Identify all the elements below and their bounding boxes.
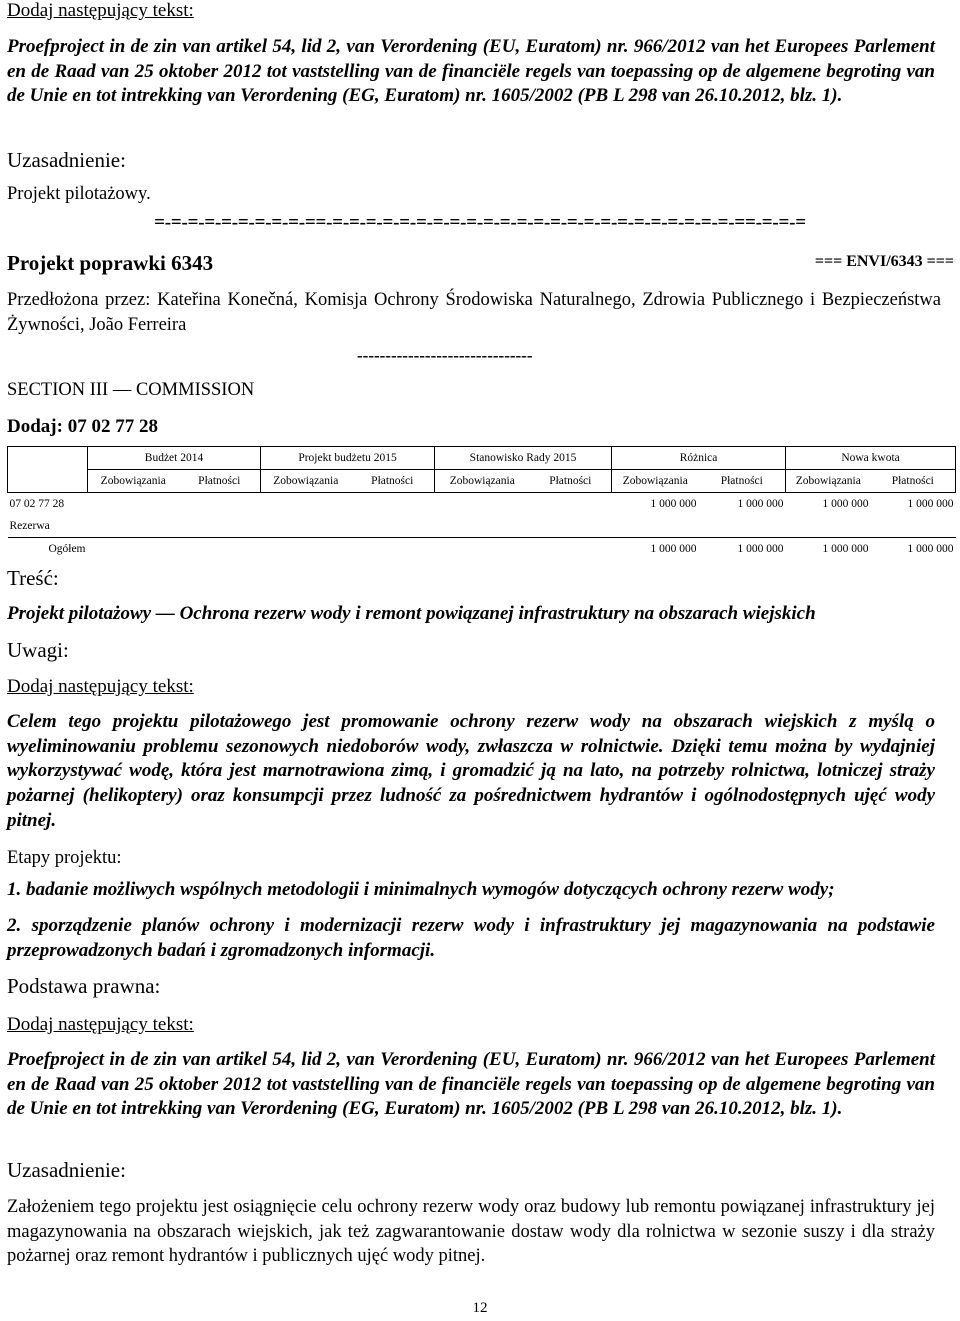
group-header: Nowa kwota: [786, 447, 956, 470]
table-cell: [179, 538, 261, 561]
table-cell: 1 000 000: [737, 498, 784, 510]
group-header: Stanowisko Rady 2015: [435, 447, 612, 470]
table-cell: [88, 538, 179, 561]
sub-header: Zobowiązania: [261, 470, 351, 493]
table-cell: 1 000 000: [907, 543, 954, 555]
sub-header: Zobowiązania: [612, 470, 699, 493]
table-cell: [179, 493, 261, 516]
table-row: [8, 515, 956, 538]
row-label: Rezerwa: [8, 515, 88, 538]
legal-basis-heading: Podstawa prawna:: [7, 974, 161, 998]
table-cell: [435, 493, 530, 516]
justification-text: Założeniem tego projektu jest osiągnięcie celu ochrony rezerw wody oraz budowy lub remontu powiązanej infrastruktury jej magazynowania na obszarach wiejskich, jak też zagwarantowanie dostaw wody dla rolnictwa w sezonie suszy i dla straży pożarnej oraz remont hydrantów i publicznych ujęć wody pitnej.: [7, 1197, 935, 1267]
separator-line: =-=-=-=-=-=-=-=-=-==-=-=-=-=-=-=-=-=-=-=-=-=-=-=-=-=-=-=-=-=-=-=-=-=-==-=-=-=: [154, 212, 806, 233]
content-text: Projekt pilotażowy — Ochrona rezerw wody i remont powiązanej infrastruktury na obszarach wiejskich: [7, 603, 816, 624]
table-cell: [351, 538, 435, 561]
stages-heading: Etapy projektu:: [7, 848, 122, 868]
remarks-text: Celem tego projektu pilotażowego jest promowanie ochrony rezerw wody na obszarach wiejskich z myślą o wyeliminowaniu problemu sezonowych niedoborów wody, zwłaszcza w rolnictwie. Dzięki temu można by wydajniej wykorzystywać wodę, która jest marnotrawiona zimą, i gromadzić ją na lato, na potrzeby rolnictwa, lotniczej straży pożarnej (helikoptery) oraz konsumpcji przez ludność za pośrednictwem hydrantów i ogólnodostępnych ujęć wody pitnej.: [7, 711, 935, 831]
table-cell: 1 000 000: [822, 498, 869, 510]
table-cell: [435, 538, 530, 561]
table-cell: [261, 538, 351, 561]
justification-heading: Uzasadnienie:: [7, 1158, 126, 1182]
remarks-heading: Uwagi:: [7, 638, 69, 662]
justification-text: Projekt pilotażowy.: [7, 184, 151, 204]
amendment-reference: === ENVI/6343 ===: [814, 253, 954, 270]
add-text-label: Dodaj następujący tekst:: [7, 676, 194, 697]
table-row: [8, 493, 956, 516]
sub-header: Zobowiązania: [88, 470, 179, 493]
table-cell: 1 000 000: [907, 498, 954, 510]
table-subheader-row: [8, 470, 956, 493]
table-cell: 1 000 000: [650, 543, 697, 555]
table-cell: [179, 515, 261, 538]
row-label: 07 02 77 28: [9, 498, 65, 510]
nl-legal-text: Proefproject in de zin van artikel 54, lid 2, van Verordening (EU, Euratom) nr. 966/2012 van het Europees Parlement en de Raad van 25 oktober 2012 tot vaststelling van de financiële regels van toepassing op de algemene begroting van de Unie en tot intrekking van Verordening (EG, Euratom) nr. 1605/2002 (PB L 298 van 26.10.2012, blz. 1).: [7, 36, 935, 107]
stage-item: 2. sporządzenie planów ochrony i modernizacji rezerw wody i infrastruktury jej magazynowania na podstawie przeprowadzonych badań i zgromadzonych informacji.: [7, 915, 935, 961]
table-total-row: [8, 538, 956, 561]
group-header: Projekt budżetu 2015: [261, 447, 435, 470]
justification-heading: Uzasadnienie:: [7, 148, 126, 172]
table-cell: [871, 515, 956, 538]
group-header: Różnica: [612, 447, 786, 470]
stage-item: 1. badanie możliwych wspólnych metodologii i minimalnych wymogów dotyczących ochrony rezerw wody;: [7, 879, 835, 900]
table-cell: [435, 515, 530, 538]
budget-table: [7, 446, 956, 560]
add-budget-line: Dodaj: 07 02 77 28: [7, 416, 158, 437]
sub-header: Zobowiązania: [435, 470, 530, 493]
table-cell: [530, 538, 612, 561]
table-cell: [786, 515, 871, 538]
table-group-header-row: [8, 447, 956, 470]
group-header: Budżet 2014: [88, 447, 261, 470]
table-cell: 1 000 000: [822, 543, 869, 555]
table-cell: [612, 515, 699, 538]
total-label: Ogółem: [48, 543, 86, 555]
amendment-title: Projekt poprawki 6343: [7, 251, 214, 275]
table-cell: [351, 493, 435, 516]
table-cell: [261, 515, 351, 538]
sub-header: Płatności: [179, 470, 261, 493]
table-cell: [530, 515, 612, 538]
nl-legal-text: Proefproject in de zin van artikel 54, lid 2, van Verordening (EU, Euratom) nr. 966/2012 van het Europees Parlement en de Raad van 25 oktober 2012 tot vaststelling van de financiële regels van toepassing op de algemene begroting van de Unie en tot intrekking van Verordening (EG, Euratom) nr. 1605/2002 (PB L 298 van 26.10.2012, blz. 1).: [7, 1049, 935, 1120]
add-text-label: Dodaj następujący tekst:: [7, 1014, 194, 1035]
add-text-label: Dodaj następujący tekst:: [7, 0, 194, 21]
content-heading: Treść:: [7, 566, 59, 590]
sub-header: Płatności: [871, 470, 956, 493]
table-cell: [351, 515, 435, 538]
table-cell: 1 000 000: [737, 543, 784, 555]
table-cell: [699, 515, 786, 538]
tabled-by: Przedłożona przez: Kateřina Konečná, Komisja Ochrony Środowiska Naturalnego, Zdrowia Publicznego i Bezpieczeństwa Żywności, João Ferreira: [7, 290, 941, 335]
sub-header: Zobowiązania: [786, 470, 871, 493]
table-cell: [88, 515, 179, 538]
sub-header: Płatności: [699, 470, 786, 493]
sub-header: Płatności: [351, 470, 435, 493]
dash-separator: -------------------------------: [357, 346, 533, 365]
sub-header: Płatności: [530, 470, 612, 493]
table-cell: [88, 493, 179, 516]
page-number: 12: [472, 1300, 488, 1316]
table-cell: 1 000 000: [650, 498, 697, 510]
table-cell: [530, 493, 612, 516]
section-title: SECTION III — COMMISSION: [7, 380, 255, 400]
table-cell: [261, 493, 351, 516]
